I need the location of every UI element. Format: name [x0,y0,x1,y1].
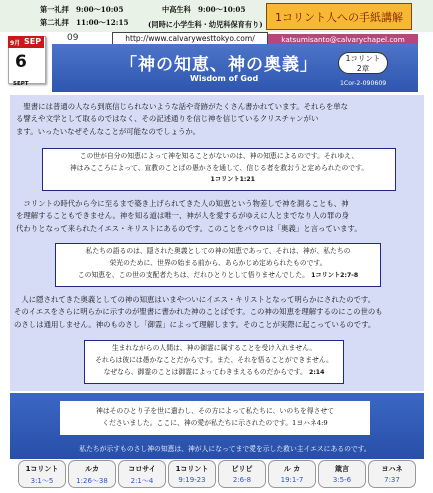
schedule-youth: 中高生科 9:00〜10:05 [162,5,246,14]
nav-button-proverbs-3[interactable]: 箴言 3:5-6 [318,460,366,488]
scripture-ref-1: 1コリント1:21 [210,176,255,184]
series-title: 1コリント人への手紙講解 [266,3,412,30]
scripture-ref-3: 2:14 [309,369,325,377]
calendar-day: 6 [15,52,27,72]
sermon-subtitle: Wisdom of God [190,74,259,83]
reference-code: 1Cor-2-090609 [340,80,387,87]
closing-quote: 神はそのひとり子を世に遣わし、その方によって私たちに、いのちを得させて くださいました。ここに、神の愛が私たちに示されたのです。1ヨハネ4:9 [60,401,370,435]
calendar-sept: SEPT [13,81,29,87]
chapter-book: 1コリント [345,54,381,63]
nav-button-1corinthians-9[interactable]: 1コリント 9:19-23 [168,460,216,488]
nav-button-luke-1[interactable]: ルカ 1:26〜38 [68,460,116,488]
calendar-month-en: SEP [24,37,42,46]
chapter-badge [338,52,388,74]
intro-paragraph: 聖書には普通の人なら到底信じられないような話や奇跡がたくさん書かれています。それらを単な る譬えや文学として取るのではなく、その記述通りを信じ神を信じているクリスチャンがい ます。いったいなぜそんなことが可能なのでしょうか。 [16,102,348,136]
nav-button-john-7[interactable]: ヨハネ 7:37 [368,460,416,488]
chapter-number: 2章 [356,64,370,73]
nav-button-philippians-2[interactable]: ピリピ 2:6-8 [218,460,266,488]
second-paragraph: コリントの時代から今に至るまで築き上げられてきた人の知恵という物差しで神を測ることも、神 を理解することもできません。神を知る道は唯一、神が人を愛するがゆえに人とまでなり人の罪の身 代わりとなって来られたイエス・キリストにあるのです。このことをパウロは「奥義」と言っています。 [16,199,362,233]
sermon-title: 「神の知恵、神の奥義」 [120,55,318,75]
calendar-month-jp: 9月 [10,40,21,47]
schedule-note: (同時に小学生科・幼児科保育有り) [148,20,263,29]
nav-button-colossians-2[interactable]: コロサイ 2:1〜4 [118,460,166,488]
scripture-quote-3: 生まれながらの人間は、神の御霊に属することを受け入れません。 それらは彼には愚かなことだからです。また、それを悟ることができません。 なぜなら、御霊のことは御霊によってわきまえるものだからです。 2:14 [84,340,344,384]
scripture-quote-1: この世が自分の知恵によって神を知ることがないのは、神の知恵によるのです。それゆえ、 神はみこころによって、宣教のことばの愚かさを通して、信じる者を救おうと定められたのです。 1コリント1:21 [42,148,396,191]
scripture-quote-2: 私たちの語るのは、隠された奥義としての神の知恵であって、それは、神が、私たちの 栄光のために、世界の始まる前から、あらかじめ定められたものです。 この知恵を、この世の支配者たちは、だれひとりとして悟りませんでした。 1コリント2:7-8 [55,243,381,287]
website-url-link[interactable]: http://www.calvarywesttokyo.com/ [112,32,268,46]
schedule-first-service: 第一礼拝 9:00〜10:05 [40,5,124,14]
schedule-second-service: 第二礼拝 11:00〜12:15 [40,18,129,27]
nav-button-luke-19[interactable]: ル カ 19:1-7 [268,460,316,488]
calendar-year: 09 [67,33,79,43]
nav-button-1corinthians-3[interactable]: 1コリント 3:1〜5 [18,460,66,488]
third-paragraph: 人に隠されてきた奥義としての神の知恵はいまやついにイエス・キリストとなって明らかにされたのです。 そのイエスをさらに明らかに示すのが聖書に書かれた神のことばです。この神の知恵を理解するのにこの世のも のさしは通用しません。神のものさし「御霊」によって理解します。そのことが実際に起こっているのです。 [14,295,383,329]
closing-statement: 私たちが示すものさし神の知恵は、神が人になってまで愛を示した救い主イエスにあるのです。 [79,445,371,453]
scripture-ref-2: 1コリント2:7-8 [311,272,359,280]
email-link[interactable]: katsumisanto@calvarychapel.com [268,34,418,45]
